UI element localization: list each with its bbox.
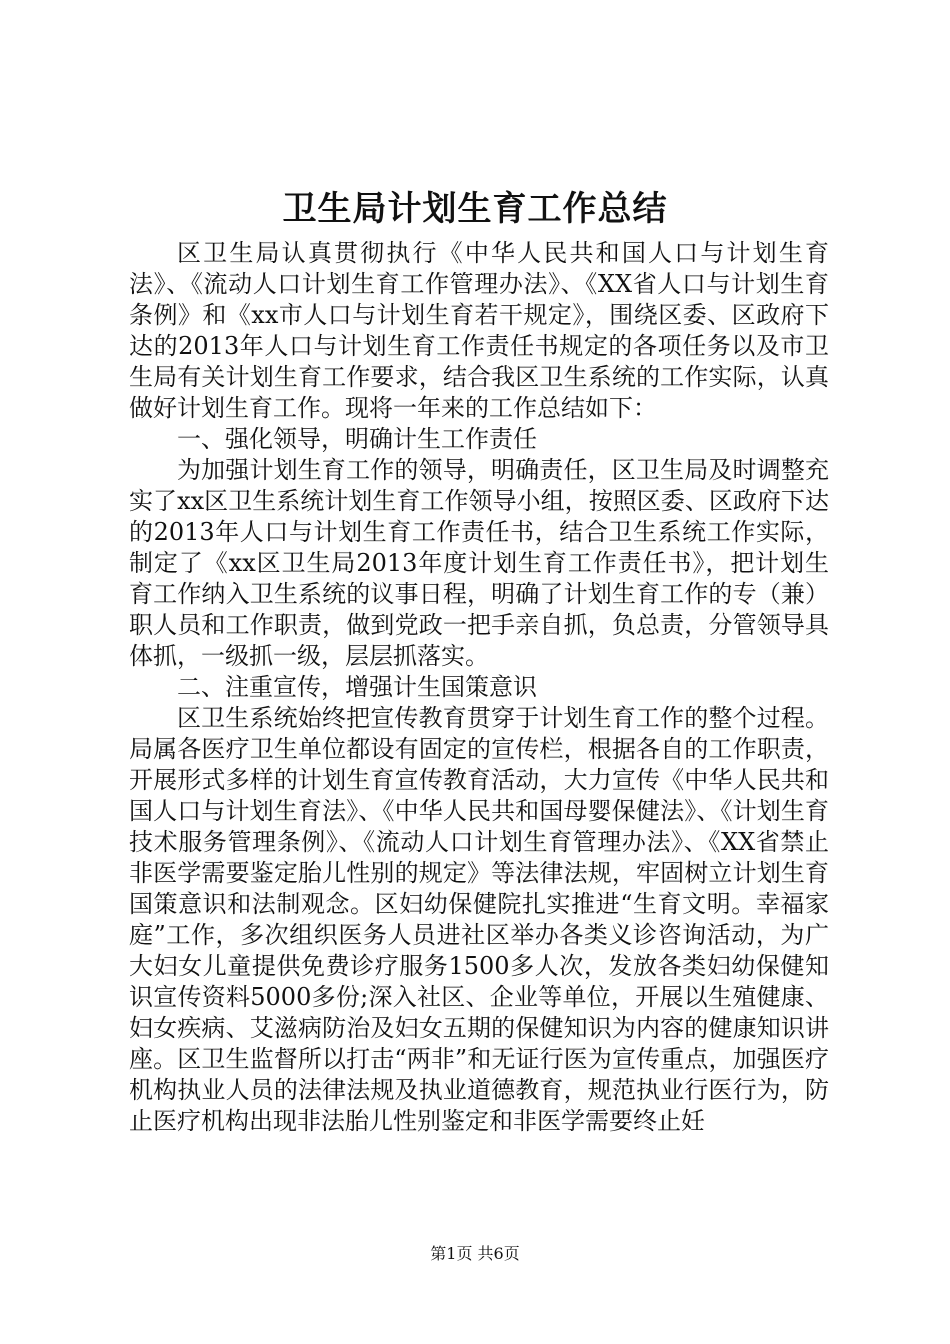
page-number-footer: 第1页 共6页 xyxy=(430,1244,520,1263)
document-title: 卫生局计划生育工作总结 xyxy=(282,189,668,229)
paragraph-intro: 区卫生局认真贯彻执行《中华人民共和国人口与计划生育法》、《流动人口计划生育工作管理办法》、《XX省人口与计划生育条例》和《xx市人口与计划生育若干规定》，围绕区委、区政府下达的2013年人口与计划生育工作责任书规定的各项任务以及市卫生局有关计划生育工作要求，结合我区卫生系统的工作实际，认真做好计划生育工作。现将一年来的工作总结如下： xyxy=(129,239,829,422)
section-heading-1: 一、强化领导，明确计生工作责任 xyxy=(177,425,537,453)
paragraph-section-1: 为加强计划生育工作的领导，明确责任，区卫生局及时调整充实了xx区卫生系统计划生育工作领导小组，按照区委、区政府下达的2013年人口与计划生育工作责任书，结合卫生系统工作实际，制定了《xx区卫生局2013年度计划生育工作责任书》，把计划生育工作纳入卫生系统的议事日程，明确了计划生育工作的专（兼）职人员和工作职责，做到党政一把手亲自抓，负总责，分管领导具体抓，一级抓一级，层层抓落实。 xyxy=(129,456,829,670)
section-heading-2: 二、注重宣传，增强计生国策意识 xyxy=(177,673,537,701)
document-body xyxy=(129,238,829,1137)
paragraph-section-2: 区卫生系统始终把宣传教育贯穿于计划生育工作的整个过程。局属各医疗卫生单位都设有固定的宣传栏，根据各自的工作职责，开展形式多样的计划生育宣传教育活动，大力宣传《中华人民共和国人口与计划生育法》、《中华人民共和国母婴保健法》、《计划生育技术服务管理条例》、《流动人口计划生育管理办法》、《XX省禁止非医学需要鉴定胎儿性别的规定》等法律法规，牢固树立计划生育国策意识和法制观念。区妇幼保健院扎实推进“生育文明。幸福家庭”工作，多次组织医务人员进社区举办各类义诊咨询活动，为广大妇女儿童提供免费诊疗服务1500多人次，发放各类妇幼保健知识宣传资料5000多份;深入社区、企业等单位，开展以生殖健康、妇女疾病、艾滋病防治及妇女五期的保健知识为内容的健康知识讲座。区卫生监督所以打击“两非”和无证行医为宣传重点，加强医疗机构执业人员的法律法规及执业道德教育，规范执业行医行为，防止医疗机构出现非法胎儿性别鉴定和非医学需要终止妊 xyxy=(129,704,829,1135)
